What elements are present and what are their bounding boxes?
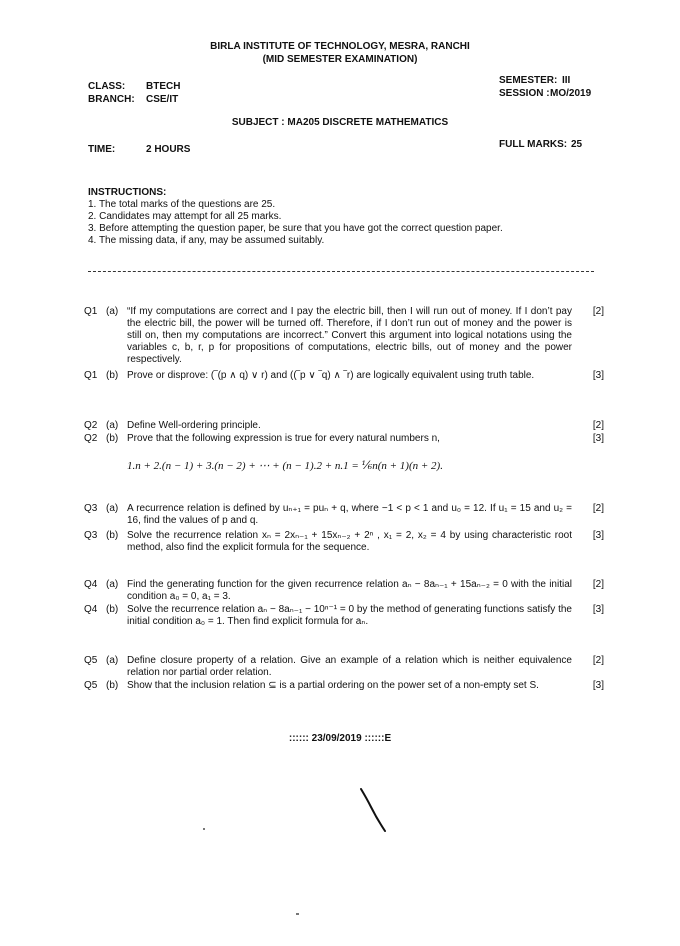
pen-stroke-mark xyxy=(355,785,395,835)
question-marks: [2] xyxy=(592,579,604,590)
branch-value: CSE/IT xyxy=(146,94,179,105)
question-number: Q2 xyxy=(84,433,98,444)
question-text: Define closure property of a relation. Give an example of a relation which is neither equivalence relation nor partial order relation. xyxy=(127,655,572,678)
question-part: (b) xyxy=(106,433,119,444)
time-value: 2 HOURS xyxy=(146,144,191,155)
question-number: Q3 xyxy=(84,530,98,541)
question-text: “If my computations are correct and I pay the electric bill, then I will run out of money. If I don’t pay the electric bill, the power will be turned off. Therefore, if I don’t run out of money and the power is still on, then my computations are incorrect.” Convert this argument into logical notations using the variables c, b, r, p for propositions of computations, electric bills, out of money and the power respectively. xyxy=(127,306,572,365)
question-marks: [3] xyxy=(592,370,604,381)
question-number: Q3 xyxy=(84,503,98,514)
time-label: TIME: xyxy=(88,144,116,155)
question-text: Prove that the following expression is true for every natural numbers n, xyxy=(127,433,440,444)
question-part: (a) xyxy=(106,306,119,317)
pen-stroke-path xyxy=(361,789,385,831)
question-marks: [2] xyxy=(592,306,604,317)
question-part: (a) xyxy=(106,655,119,666)
question-number: Q4 xyxy=(84,579,98,590)
question-marks: [3] xyxy=(592,433,604,444)
branch-label: BRANCH: xyxy=(88,94,135,105)
question-marks: [3] xyxy=(592,530,604,541)
question-number: Q5 xyxy=(84,680,98,691)
question-number: Q4 xyxy=(84,604,98,615)
question-number: Q5 xyxy=(84,655,98,666)
question-marks: [2] xyxy=(592,420,604,431)
question-part: (b) xyxy=(106,604,119,615)
instruction-item: 3. Before attempting the question paper, be sure that you have got the correct question paper. xyxy=(88,223,503,234)
question-marks: [3] xyxy=(592,680,604,691)
instructions-title: INSTRUCTIONS: xyxy=(88,187,167,198)
question-text: A recurrence relation is defined by uₙ₊₁ = puₙ + q, where −1 < p < 1 and u₀ = 12. If u₁ = 15 and u₂ = 16, find the values of p and q. xyxy=(127,503,572,526)
institute-name: BIRLA INSTITUTE OF TECHNOLOGY, MESRA, RANCHI xyxy=(210,41,470,52)
full-marks-label: FULL MARKS: xyxy=(499,139,568,150)
question-part: (b) xyxy=(106,370,119,381)
question-part: (b) xyxy=(106,530,119,541)
semester-label: SEMESTER: xyxy=(499,75,558,86)
class-label: CLASS: xyxy=(88,81,126,92)
question-number: Q1 xyxy=(84,306,98,317)
stray-dot xyxy=(203,828,205,830)
question-text: Prove or disprove: (‾(p ∧ q) ∨ r) and ((‾p ∨ ‾q) ∧ ‾r) are logically equivalent using truth table. xyxy=(127,370,535,381)
question-marks: [2] xyxy=(592,655,604,666)
question-part: (a) xyxy=(106,503,119,514)
semester-value: III xyxy=(562,75,571,86)
question-part: (a) xyxy=(106,579,119,590)
separator-rule xyxy=(88,271,594,272)
formula-expression: 1.n + 2.(n − 1) + 3.(n − 2) + ⋯ + (n − 1).2 + n.1 = ⅙n(n + 1)(n + 2). xyxy=(127,460,443,472)
question-marks: [3] xyxy=(592,604,604,615)
subject-title: SUBJECT : MA205 DISCRETE MATHEMATICS xyxy=(231,117,449,128)
session-label: SESSION : xyxy=(499,88,550,99)
question-text: Show that the inclusion relation ⊆ is a partial ordering on the power set of a non-empty set S. xyxy=(127,680,539,691)
session-value: MO/2019 xyxy=(550,88,592,99)
question-number: Q1 xyxy=(84,370,98,381)
exam-type: (MID SEMESTER EXAMINATION) xyxy=(262,54,418,65)
question-text: Solve the recurrence relation xₙ = 2xₙ₋₁ + 15xₙ₋₂ + 2ⁿ , x₁ = 2, x₂ = 4 by using characteristic root method, also find the explicit formula for the sequence. xyxy=(127,530,572,553)
question-marks: [2] xyxy=(592,503,604,514)
question-part: (b) xyxy=(106,680,119,691)
question-text: Solve the recurrence relation aₙ − 8aₙ₋₁ − 10ⁿ⁻¹ = 0 by the method of generating functions satisfy the initial condition a₀ = 1. Then find explicit formula for aₙ. xyxy=(127,604,572,627)
stray-dot xyxy=(296,913,299,915)
footer-date: :::::: 23/09/2019 ::::::E xyxy=(288,733,392,744)
instruction-item: 2. Candidates may attempt for all 25 marks. xyxy=(88,211,282,222)
question-part: (a) xyxy=(106,420,119,431)
question-text: Find the generating function for the given recurrence relation aₙ − 8aₙ₋₁ + 15aₙ₋₂ = 0 with the initial condition a₀ = 0, a₁ = 3. xyxy=(127,579,572,602)
instructions xyxy=(88,187,588,247)
full-marks-value: 25 xyxy=(571,139,583,150)
instruction-item: 4. The missing data, if any, may be assumed suitably. xyxy=(88,235,325,246)
class-value: BTECH xyxy=(146,81,181,92)
question-number: Q2 xyxy=(84,420,98,431)
question-text: Define Well-ordering principle. xyxy=(127,420,261,431)
instruction-item: 1. The total marks of the questions are 25. xyxy=(88,199,276,210)
